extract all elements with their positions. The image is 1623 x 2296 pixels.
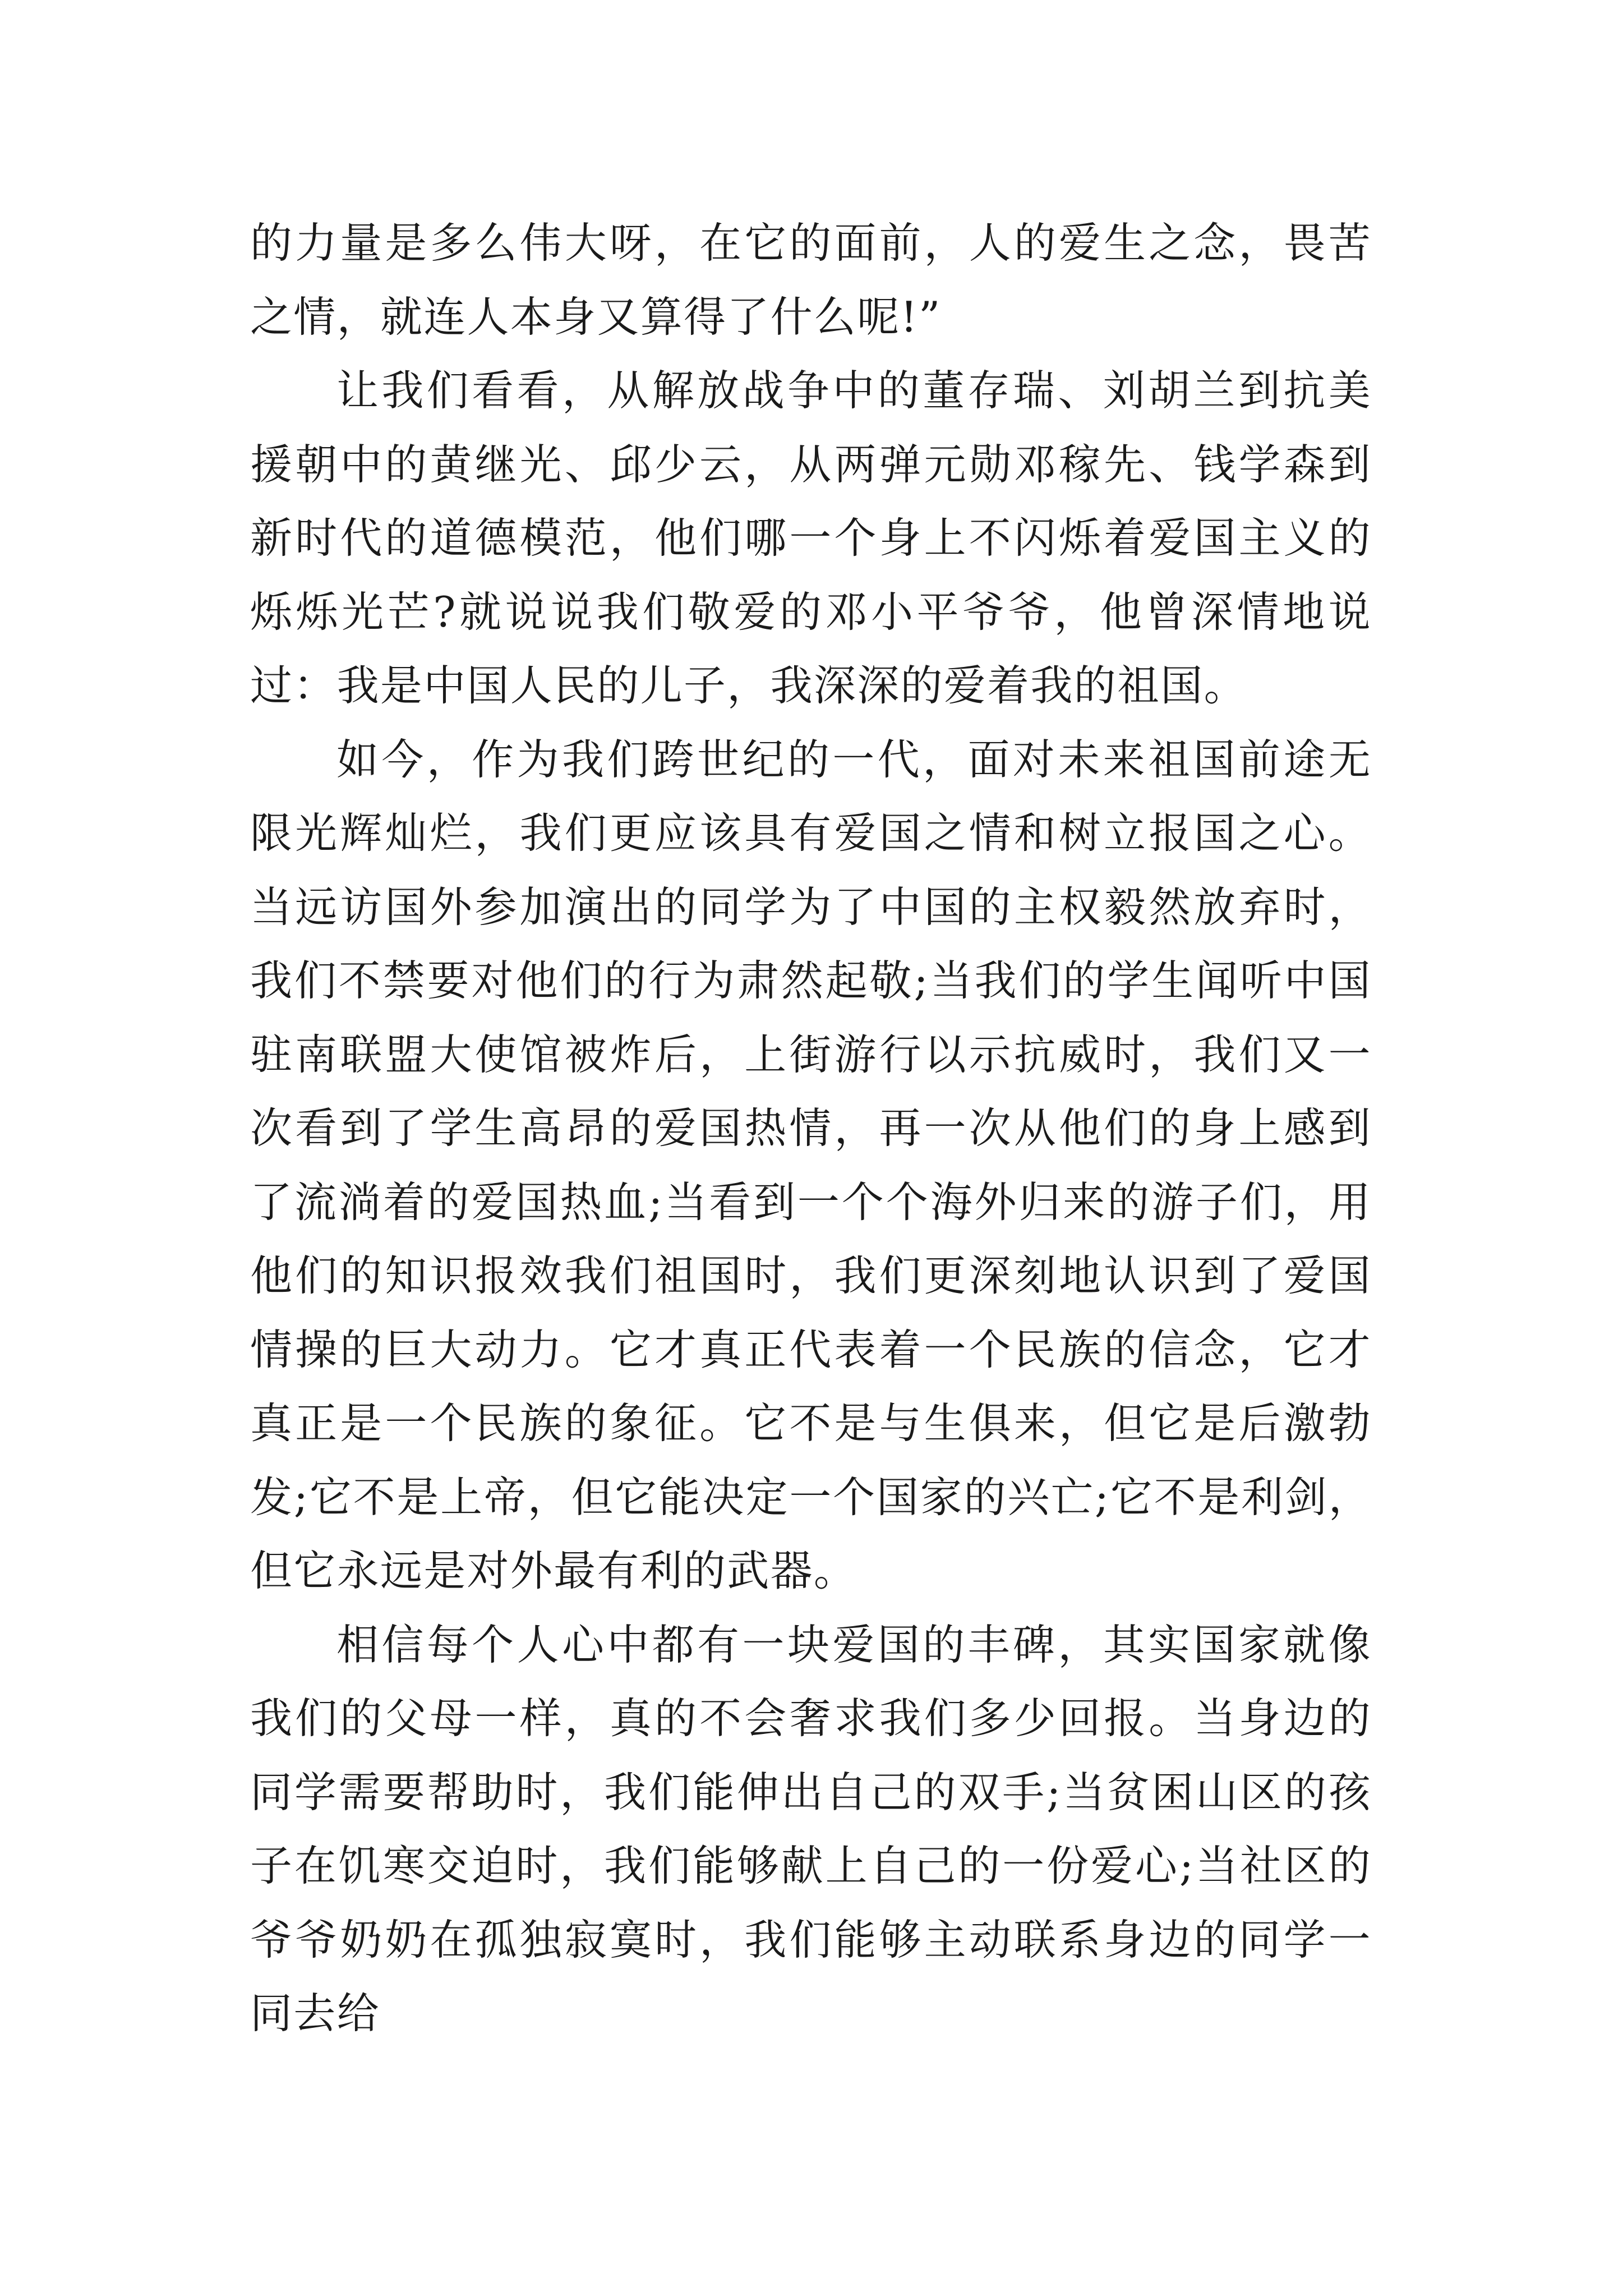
paragraph-2: 让我们看看，从解放战争中的董存瑞、刘胡兰到抗美援朝中的黄继光、邱少云，从两弹元勋邓稼先、钱学森到新时代的道德模范，他们哪一个身上不闪烁着爱国主义的烁烁光芒?就说说我们敬爱的邓小平爷爷，他曾深情地说过：我是中国人民的儿子，我深深的爱着我的祖国。 bbox=[250, 366, 1372, 710]
document-body bbox=[250, 206, 1372, 2051]
paragraph-1: 的力量是多么伟大呀，在它的面前，人的爱生之念，畏苦之情，就连人本身又算得了什么呢!” bbox=[250, 218, 1372, 342]
paragraph-3: 如今，作为我们跨世纪的一代，面对未来祖国前途无限光辉灿烂，我们更应该具有爱国之情和树立报国之心。当远访国外参加演出的同学为了中国的主权毅然放弃时，我们不禁要对他们的行为肃然起敬;当我们的学生闻听中国驻南联盟大使馆被炸后，上街游行以示抗威时，我们又一次看到了学生高昂的爱国热情，再一次从他们的身上感到了流淌着的爱国热血;当看到一个个海外归来的游子们，用他们的知识报效我们祖国时，我们更深刻地认识到了爱国情操的巨大动力。它才真正代表着一个民族的信念，它才真正是一个民族的象征。它不是与生俱来，但它是后激勃发;它不是上帝，但它能决定一个国家的兴亡;它不是利剑，但它永远是对外最有利的武器。 bbox=[250, 734, 1372, 1595]
paragraph-4: 相信每个人心中都有一块爱国的丰碑，其实国家就像我们的父母一样，真的不会奢求我们多少回报。当身边的同学需要帮助时，我们能伸出自己的双手;当贫困山区的孩子在饥寒交迫时，我们能够献上自己的一份爱心;当社区的爷爷奶奶在孤独寂寞时，我们能够主动联系身边的同学一同去给 bbox=[250, 1619, 1372, 2038]
